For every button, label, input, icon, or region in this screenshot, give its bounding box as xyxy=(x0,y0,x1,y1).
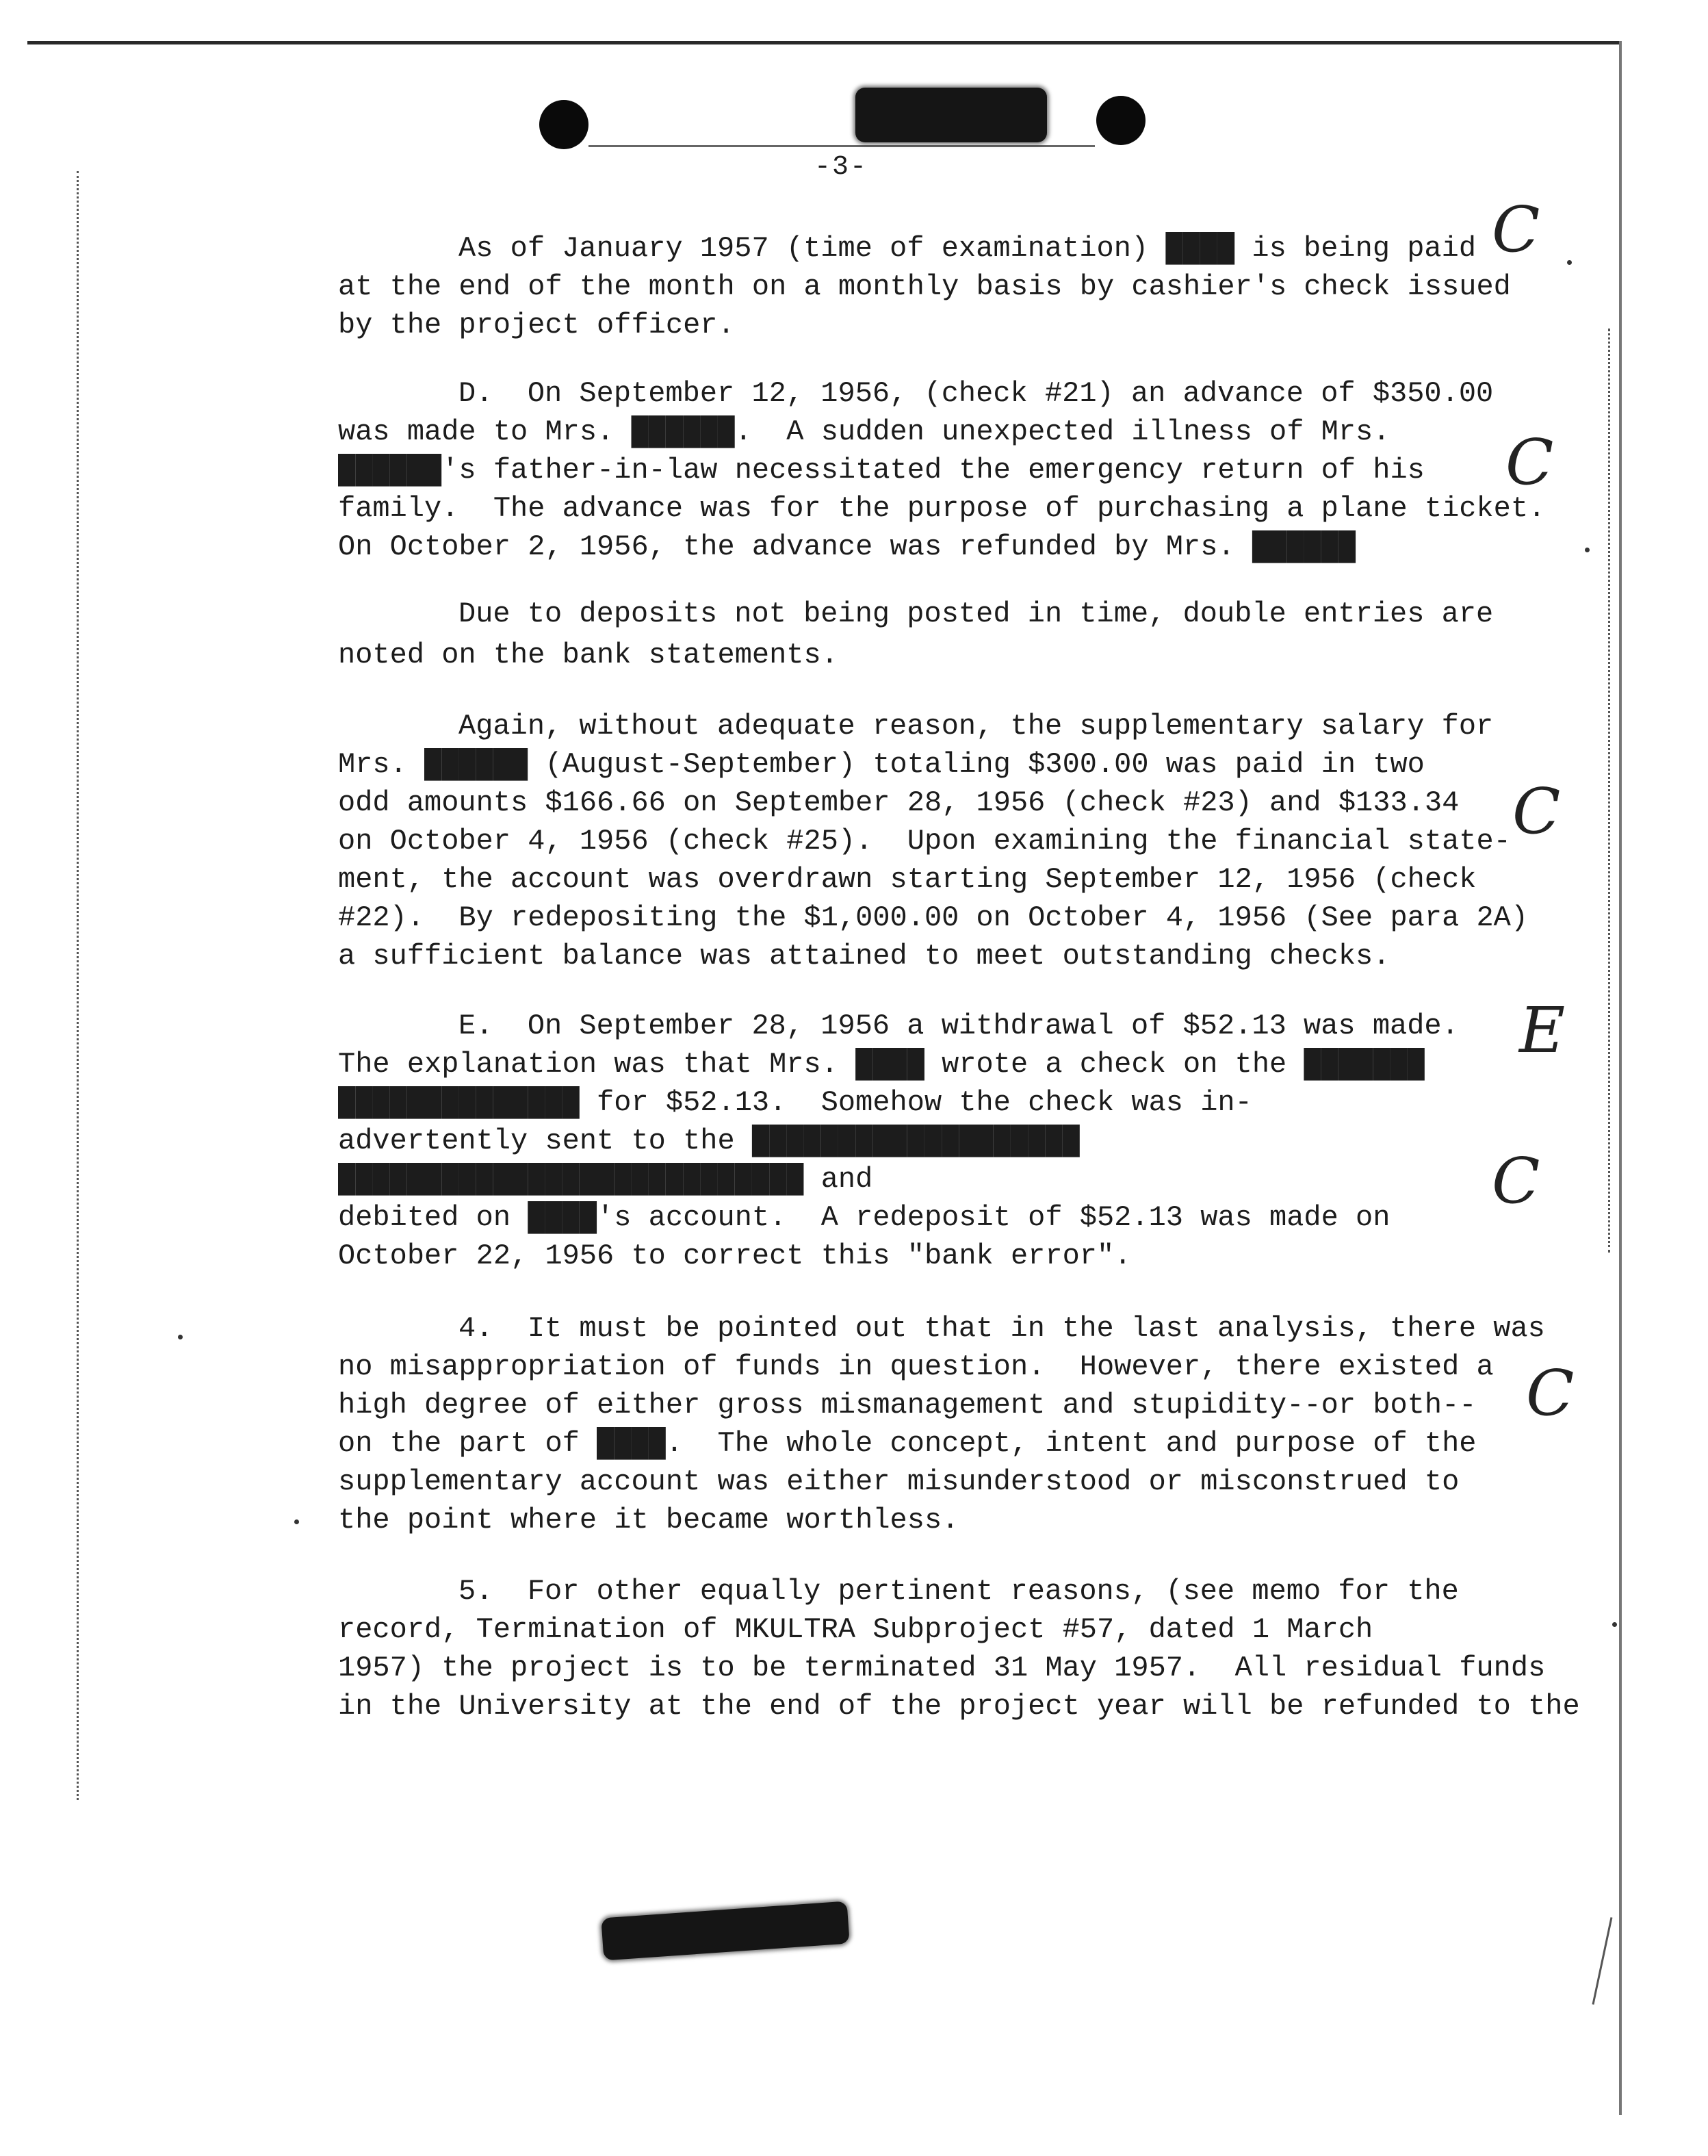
margin-mark: C xyxy=(1492,193,1540,266)
scan-speck xyxy=(178,1335,183,1339)
text-line: E. On September 28, 1956 a withdrawal of $52.13 was made. xyxy=(458,1010,1459,1042)
text-line: 5. For other equally pertinent reasons, (see memo for the xyxy=(458,1575,1459,1608)
punch-hole-left xyxy=(539,100,588,149)
text-line: Again, without adequate reason, the supplementary salary for xyxy=(458,710,1494,743)
text-line: was made to Mrs. ██████. A sudden unexpected illness of Mrs. xyxy=(338,415,1390,448)
scan-speck xyxy=(294,1519,299,1524)
text-line: ███████████████████████████ and xyxy=(338,1163,873,1196)
text-line: 1957) the project is to be terminated 31 May 1957. All residual funds xyxy=(338,1652,1546,1684)
text-line: On October 2, 1956, the advance was refunded by Mrs. ██████ xyxy=(338,530,1356,563)
text-line: by the project officer. xyxy=(338,309,735,342)
margin-mark: C xyxy=(1505,426,1554,499)
text-line: on October 4, 1956 (check #25). Upon examining the financial state- xyxy=(338,825,1511,858)
text-line: a sufficient balance was attained to meet outstanding checks. xyxy=(338,940,1390,973)
text-line: Due to deposits not being posted in time, double entries are xyxy=(458,598,1494,630)
text-line: 4. It must be pointed out that in the last analysis, there was xyxy=(458,1312,1545,1345)
redacted-footer-stamp xyxy=(601,1901,849,1961)
scan-top-border xyxy=(27,41,1622,44)
header-rule xyxy=(588,145,1095,147)
text-line: Mrs. ██████ (August-September) totaling $300.00 was paid in two xyxy=(338,748,1425,781)
text-line: supplementary account was either misunderstood or misconstrued to xyxy=(338,1465,1460,1498)
text-line: noted on the bank statements. xyxy=(338,639,838,671)
text-line: advertently sent to the ███████████████████ xyxy=(338,1125,1080,1157)
scan-right-edge-dots xyxy=(1608,329,1610,1253)
text-line: no misappropriation of funds in question. However, there existed a xyxy=(338,1350,1494,1383)
text-line: the point where it became worthless. xyxy=(338,1504,959,1537)
text-line: high degree of either gross mismanagement and stupidity--or both-- xyxy=(338,1389,1477,1422)
margin-mark: E xyxy=(1519,994,1566,1067)
punch-hole-right xyxy=(1096,96,1146,145)
scan-left-edge-dots xyxy=(77,171,79,1800)
text-line: debited on ████'s account. A redeposit of $52.13 was made on xyxy=(338,1201,1390,1234)
margin-mark: C xyxy=(1512,775,1561,848)
margin-mark: C xyxy=(1526,1357,1575,1430)
text-line: record, Termination of MKULTRA Subproject #57, dated 1 March xyxy=(338,1613,1373,1646)
text-line: #22). By redepositing the $1,000.00 on October 4, 1956 (See para 2A) xyxy=(338,901,1529,934)
scan-speck xyxy=(1567,260,1572,265)
page-number: -3- xyxy=(814,152,868,183)
text-line: on the part of ████. The whole concept, intent and purpose of the xyxy=(338,1427,1477,1460)
text-line: family. The advance was for the purpose of purchasing a plane ticket. xyxy=(338,492,1546,525)
text-line: odd amounts $166.66 on September 28, 1956 (check #23) and $133.34 xyxy=(338,786,1460,819)
text-line: ██████████████ for $52.13. Somehow the check was in- xyxy=(338,1086,1252,1119)
text-line: As of January 1957 (time of examination) ████ is being paid xyxy=(458,232,1477,265)
scan-speck xyxy=(1585,548,1590,552)
scan-stroke xyxy=(1592,1917,1613,2005)
text-line: October 22, 1956 to correct this "bank error". xyxy=(338,1240,1132,1272)
scan-speck xyxy=(1612,1622,1617,1627)
text-line: The explanation was that Mrs. ████ wrote a check on the ███████ xyxy=(338,1048,1425,1081)
text-line: ██████'s father-in-law necessitated the emergency return of his xyxy=(338,454,1425,487)
text-line: at the end of the month on a monthly basis by cashier's check issued xyxy=(338,270,1511,303)
text-line: ment, the account was overdrawn starting September 12, 1956 (check xyxy=(338,863,1477,896)
text-line: in the University at the end of the project year will be refunded to the xyxy=(338,1690,1580,1723)
margin-mark: C xyxy=(1492,1144,1540,1218)
redacted-header-stamp xyxy=(855,88,1047,142)
text-line: D. On September 12, 1956, (check #21) an advance of $350.00 xyxy=(458,377,1494,410)
scan-right-border xyxy=(1619,41,1622,2115)
